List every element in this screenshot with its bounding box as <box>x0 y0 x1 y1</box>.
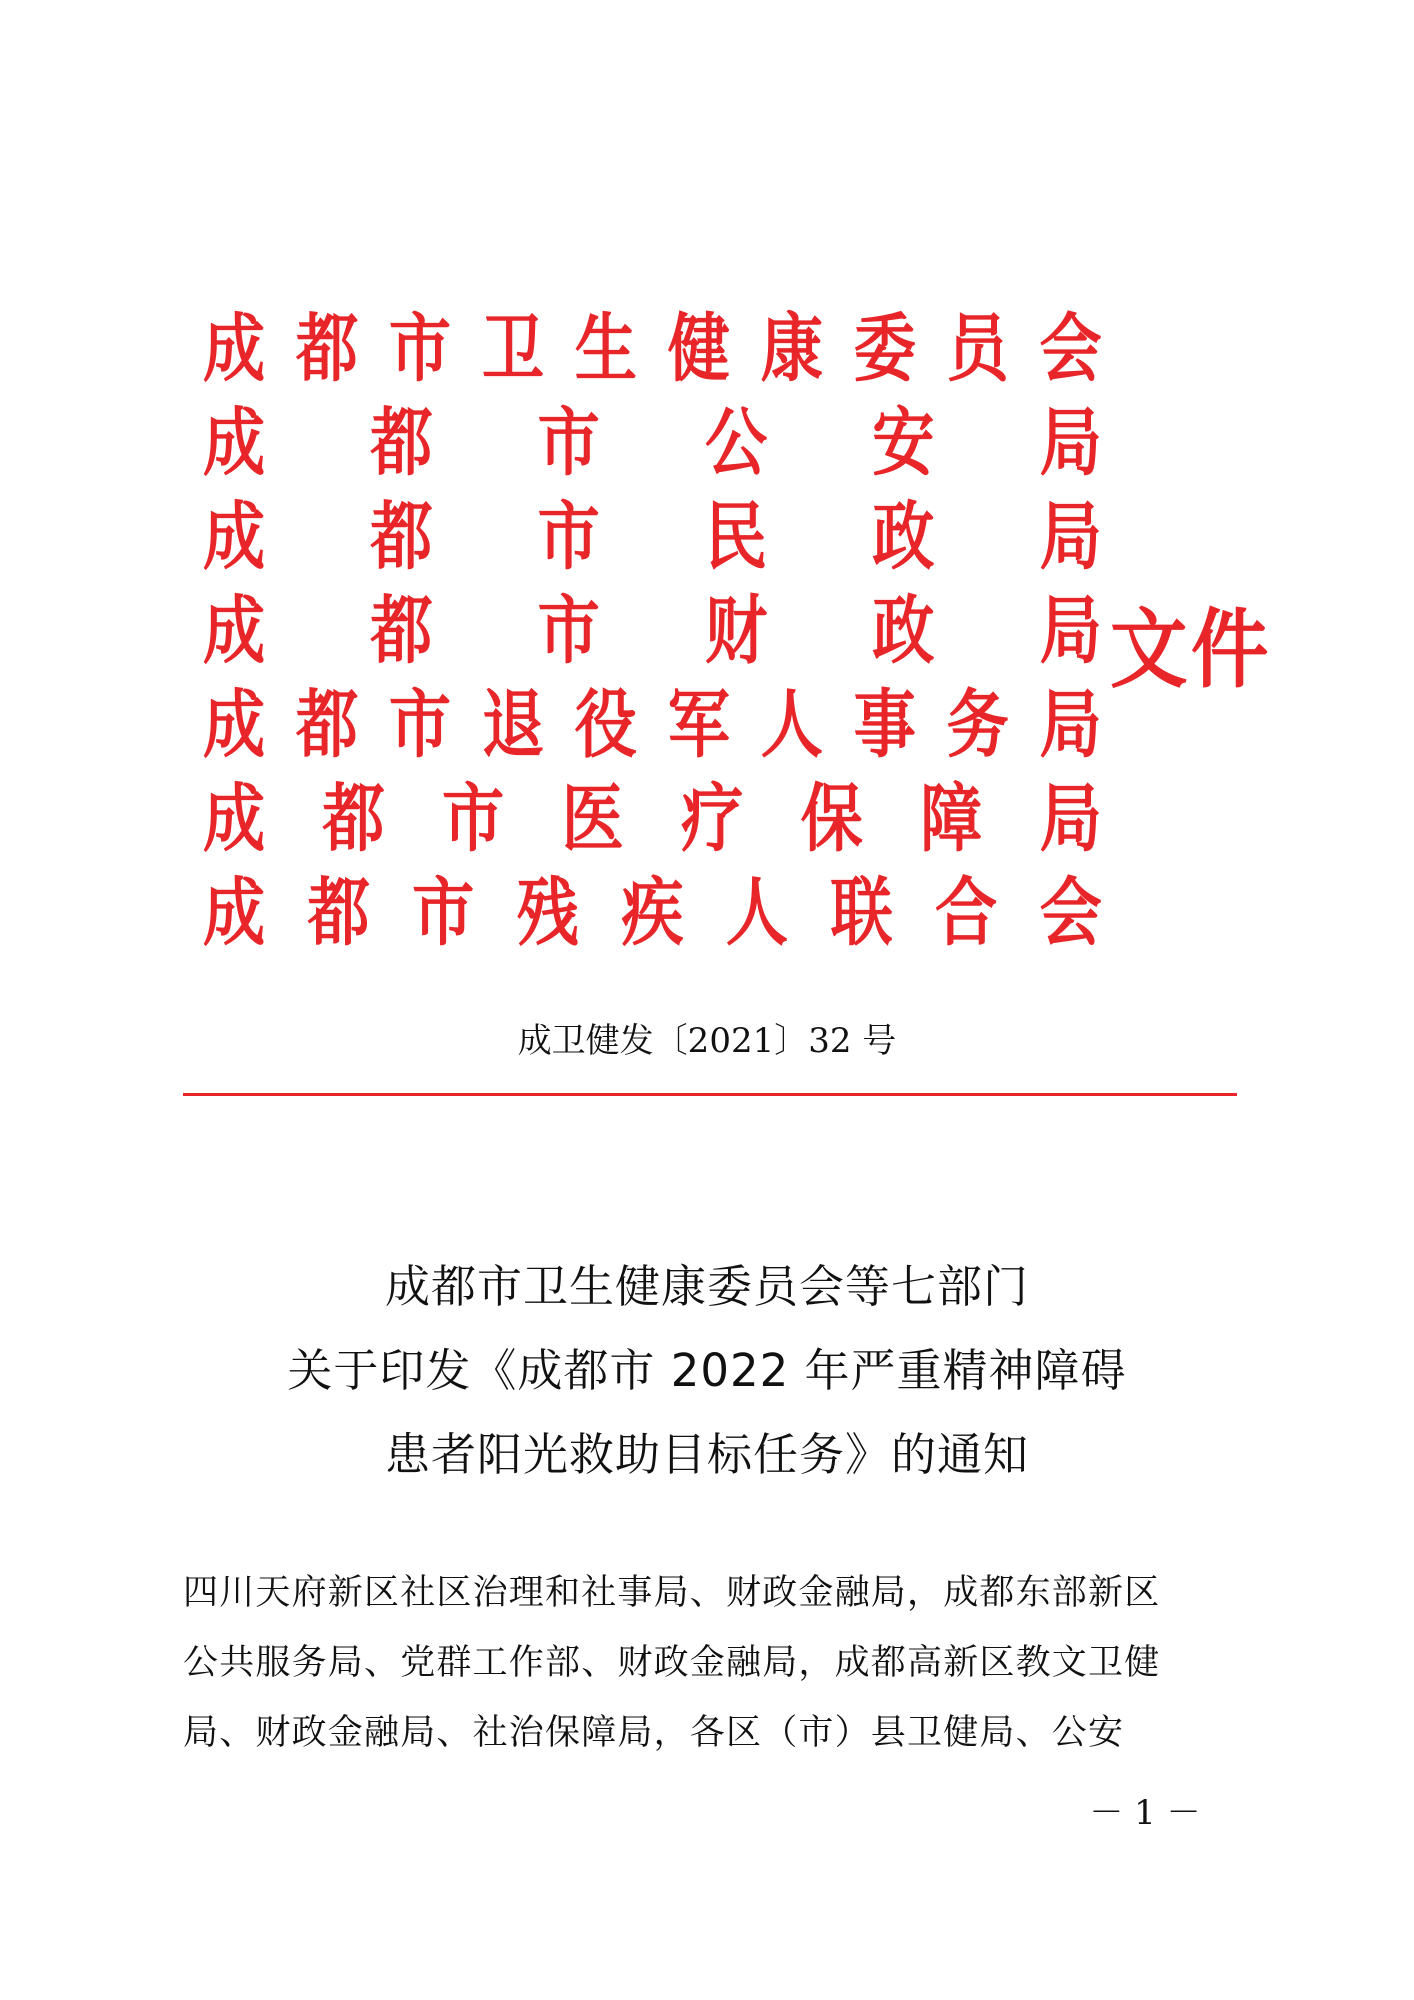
title-line-1: 成都市卫生健康委员会等七部门 <box>384 1260 1029 1313</box>
issuer-char: 务 <box>946 682 1009 768</box>
issuer-char: 成 <box>203 682 266 768</box>
issuer-char: 会 <box>1039 306 1102 392</box>
issuer-char: 市 <box>537 400 600 486</box>
issuer-char: 员 <box>946 306 1009 392</box>
issuer-char: 市 <box>442 776 505 862</box>
issuer-char: 民 <box>704 494 768 580</box>
issuer-char: 成 <box>203 306 266 392</box>
issuer-char: 退 <box>481 682 545 768</box>
issuer-char: 政 <box>872 588 935 674</box>
document-suffix: 文件 <box>1110 600 1272 700</box>
issuer-char: 残 <box>516 870 579 956</box>
document-number: 成卫健发〔2021〕32 号 <box>517 1021 897 1061</box>
issuer-char: 军 <box>667 682 730 768</box>
issuer-char: 局 <box>1039 682 1102 768</box>
issuer-char: 联 <box>830 870 893 956</box>
issuer-char: 医 <box>561 776 624 862</box>
issuer-char: 合 <box>935 870 998 956</box>
title-line-3: 患者阳光救助目标任务》的通知 <box>384 1428 1029 1481</box>
issuer-char: 都 <box>295 306 359 392</box>
issuer-line-civil-affairs <box>203 490 1102 584</box>
title-line-2: 关于印发《成都市 2022 年严重精神障碍 <box>287 1344 1127 1397</box>
issuer-char: 市 <box>388 682 452 768</box>
issuer-line-veterans-affairs <box>203 678 1102 772</box>
issuer-char: 卫 <box>481 306 545 392</box>
issuer-char: 成 <box>203 870 266 956</box>
body-line: 四川天府新区社区治理和社事局、财政金融局，成都东部新区 <box>183 1573 1161 1613</box>
issuer-char: 人 <box>760 682 823 768</box>
issuer-line-health-commission <box>203 302 1102 396</box>
issuer-char: 都 <box>322 776 385 862</box>
issuer-char: 会 <box>1039 870 1102 956</box>
issuer-chars <box>203 302 1102 396</box>
page-number: － 1 － <box>1089 1793 1201 1833</box>
issuer-char: 疗 <box>681 776 744 862</box>
issuer-char: 成 <box>203 588 266 674</box>
issuer-line-disabled-federation <box>203 866 1102 960</box>
issuer-char: 都 <box>295 682 359 768</box>
issuer-line-finance <box>203 584 1102 678</box>
issuer-char: 生 <box>574 306 637 392</box>
issuer-char: 都 <box>307 870 370 956</box>
issuer-char: 委 <box>853 306 916 392</box>
issuer-char: 局 <box>1039 494 1102 580</box>
issuer-char: 市 <box>537 588 600 674</box>
issuer-char: 财 <box>704 588 768 674</box>
issuer-char: 公 <box>704 400 768 486</box>
issuer-char: 市 <box>537 494 600 580</box>
issuer-char: 成 <box>203 494 266 580</box>
issuer-char: 疾 <box>621 870 684 956</box>
issuer-char: 市 <box>388 306 452 392</box>
issuer-char: 成 <box>203 400 266 486</box>
issuer-char: 人 <box>725 870 789 956</box>
issuer-char: 局 <box>1039 776 1102 862</box>
issuer-chars <box>203 396 1102 490</box>
body-line: 局、财政金融局、社治保障局，各区（市）县卫健局、公安 <box>183 1713 1125 1753</box>
issuer-char: 康 <box>760 306 823 392</box>
body-line: 公共服务局、党群工作部、财政金融局，成都高新区教文卫健 <box>183 1643 1161 1683</box>
red-divider <box>183 1093 1237 1096</box>
issuer-char: 都 <box>370 494 433 580</box>
issuer-char: 役 <box>574 682 637 768</box>
issuer-chars <box>203 866 1102 960</box>
issuer-char: 保 <box>800 776 863 862</box>
issuer-char: 政 <box>872 494 935 580</box>
issuer-char: 都 <box>370 400 433 486</box>
issuer-char: 健 <box>667 306 730 392</box>
issuer-char: 局 <box>1039 400 1102 486</box>
issuer-line-medical-security <box>203 772 1102 866</box>
issuer-char: 事 <box>853 682 916 768</box>
issuer-char: 市 <box>412 870 475 956</box>
issuer-chars <box>203 490 1102 584</box>
document-title <box>0 1245 1414 1497</box>
issuer-chars <box>203 584 1102 678</box>
issuer-char: 局 <box>1039 588 1102 674</box>
issuer-line-public-security <box>203 396 1102 490</box>
issuer-char: 安 <box>872 400 935 486</box>
issuer-char: 障 <box>920 776 983 862</box>
issuer-char: 成 <box>203 776 266 862</box>
issuer-chars <box>203 772 1102 866</box>
addressees <box>183 1558 1237 1768</box>
issuer-char: 都 <box>370 588 433 674</box>
issuer-chars <box>203 678 1102 772</box>
issuer-header <box>203 302 1123 960</box>
